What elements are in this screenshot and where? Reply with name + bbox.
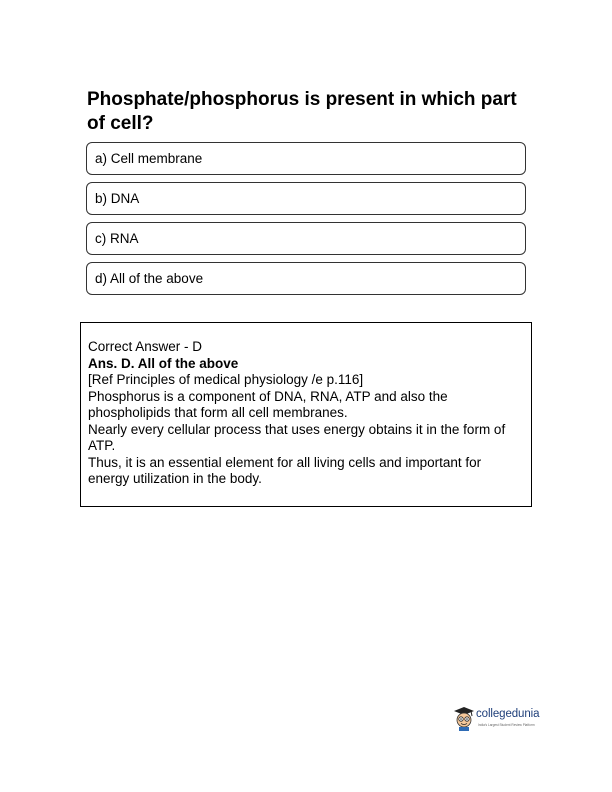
answer-box [80, 322, 532, 507]
correct-answer-label: Correct Answer - D [88, 339, 203, 354]
collegedunia-logo [452, 705, 552, 733]
answer-heading: Ans. D. All of the above [88, 355, 239, 371]
answer-explanation-1: Phosphorus is a component of DNA, RNA, ATP and also the phospholipids that form all cell membranes. [88, 388, 448, 420]
options-list [86, 142, 526, 302]
answer-explanation-3: Thus, it is an essential element for all living cells and important for energy utilization in the body. [88, 454, 482, 486]
option-c[interactable]: c) RNA [86, 222, 526, 255]
question-text: Phosphate/phosphorus is present in which part of cell? [87, 89, 517, 134]
option-a[interactable]: a) Cell membrane [86, 142, 526, 175]
answer-explanation-2: Nearly every cellular process that uses energy obtains it in the form of ATP. [88, 421, 506, 453]
answer-reference: [Ref Principles of medical physiology /e p.116] [88, 372, 364, 387]
logo-wordmark: collegedunia [476, 708, 540, 720]
option-d[interactable]: d) All of the above [86, 262, 526, 295]
mascot-icon [452, 705, 476, 731]
logo-tagline: India's Largest Student Review Platform [478, 723, 535, 727]
option-b[interactable]: b) DNA [86, 182, 526, 215]
